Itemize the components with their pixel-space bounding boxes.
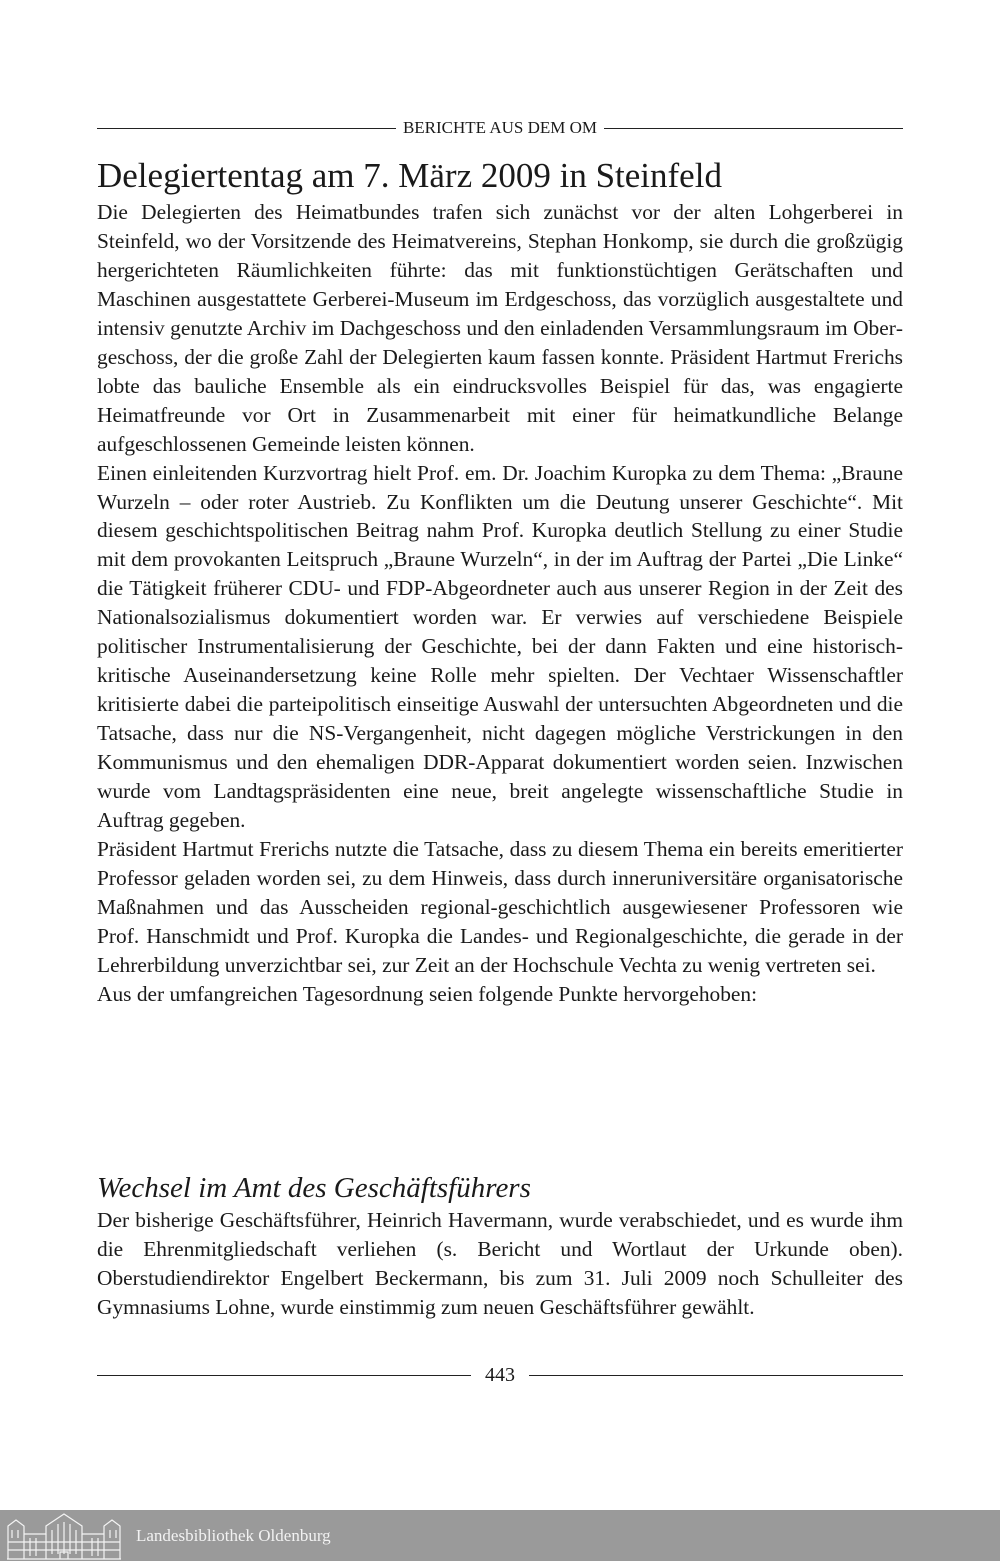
page-number: 443: [485, 1363, 515, 1386]
paragraph: Präsident Hartmut Frerichs nutzte die Tatsache, dass zu diesem Thema ein bereits emeritierter Professor geladen worden sei, zu dem Hinweis, dass durch inneruniversitäre organisatorische Maßnahmen und das Ausscheiden regional-geschichtlich ausgewiesener Professoren wie Prof. Hanschmidt und Prof. Kuropka die Landes- und Regionalgeschichte, die gerade in der Lehrerbildung unverzichtbar sei, zur Zeit an der Hochschule Vechta zu wenig vertreten sei.: [97, 836, 903, 977]
header-rule-right: [604, 128, 903, 129]
footer-rule-left: [97, 1375, 471, 1376]
paragraph: Aus der umfangreichen Tagesordnung seien folgende Punkte hervorgehoben:: [97, 981, 758, 1006]
running-head: [97, 116, 903, 140]
footer-rule-right: [529, 1375, 903, 1376]
header-rule-left: [97, 128, 396, 129]
library-watermark-bar: [0, 1510, 1000, 1561]
paragraph: Die Delegierten des Heimatbundes trafen sich zunächst vor der alten Lohgerberei in Steinfeld, wo der Vorsitzende des Heimatvereins, Stephan Honkomp, sie durch die großzügig hergerichteten Räumlichkeiten führte: das mit funktionstüchtigen Gerätschaften und Maschinen ausgestattete Gerberei-Museum im Erdgeschoss, das vorzüglich ausgestaltete und intensiv genutzte Archiv im Dachgeschoss und den einladenden Versammlungsraum im Obergeschoss, der die große Zahl der Delegierten kaum fassen konnte. Präsident Hartmut Frerichs lobte das bauliche Ensemble als ein eindrucksvolles Beispiel für das, was engagierte Heimatfreunde vor Ort in Zusammenarbeit mit einer für heimatkundliche Belange aufgeschlossenen Gemeinde leisten können.: [97, 200, 903, 456]
section-body: [97, 1206, 903, 1322]
running-head-label: BERICHTE AUS DEM OM: [402, 118, 598, 137]
paragraph: Der bisherige Geschäftsführer, Heinrich Havermann, wurde verabschiedet, und es wurde ihm die Ehrenmitgliedschaft verliehen (s. Bericht und Wortlaut der Urkunde oben). Oberstudiendirektor Engelbert Beckermann, bis zum 31. Juli 2009 noch Schulleiter des Gymnasiums Lohne, wurde einstimmig zum neuen Geschäftsführer gewählt.: [97, 1208, 903, 1319]
page-footer: [97, 1363, 903, 1387]
paragraph: Einen einleitenden Kurzvortrag hielt Prof. em. Dr. Joachim Kuropka zu dem Thema: „Braune Wurzeln – oder roter Austrieb. Zu Konflikten um die Deutung unserer Geschichte“. Mit diesem geschichtspolitischen Beitrag nahm Prof. Kuropka deutlich Stellung zu einer Studie mit dem provokanten Leitspruch „Braune Wurzeln“, in der im Auftrag der Partei „Die Linke“ die Tätigkeit früherer CDU- und FDP-Abgeordneter auch aus unserer Region in der Zeit des Nationalsozialismus dokumentiert worden war. Er verwies auf verschiedene Beispiele politischer Instrumentalisierung der Geschichte, bei der dann Fakten und eine historisch-kritische Auseinandersetzung keine Rolle mehr spielten. Der Vechtaer Wissenschaftler kritisierte dabei die parteipolitisch einseitige Auswahl der untersuchten Abgeordneten und die Tatsache, dass nur die NS-Vergangenheit, nicht dagegen mögliche Verstrickungen in den Kommunismus und den ehemaligen DDR-Apparat dokumentiert worden seien. Inzwischen wurde vom Landtagspräsidenten eine neue, breit angelegte wissenschaftliche Studie in Auftrag gegeben.: [97, 460, 903, 833]
section-heading: Wechsel im Amt des Geschäftsführers: [97, 1172, 531, 1204]
article-body: [97, 198, 903, 1009]
library-name: Landesbibliothek Oldenburg: [136, 1525, 331, 1545]
library-building-icon: [6, 1512, 122, 1560]
article-title: Delegiertentag am 7. März 2009 in Steinfeld: [97, 156, 722, 195]
